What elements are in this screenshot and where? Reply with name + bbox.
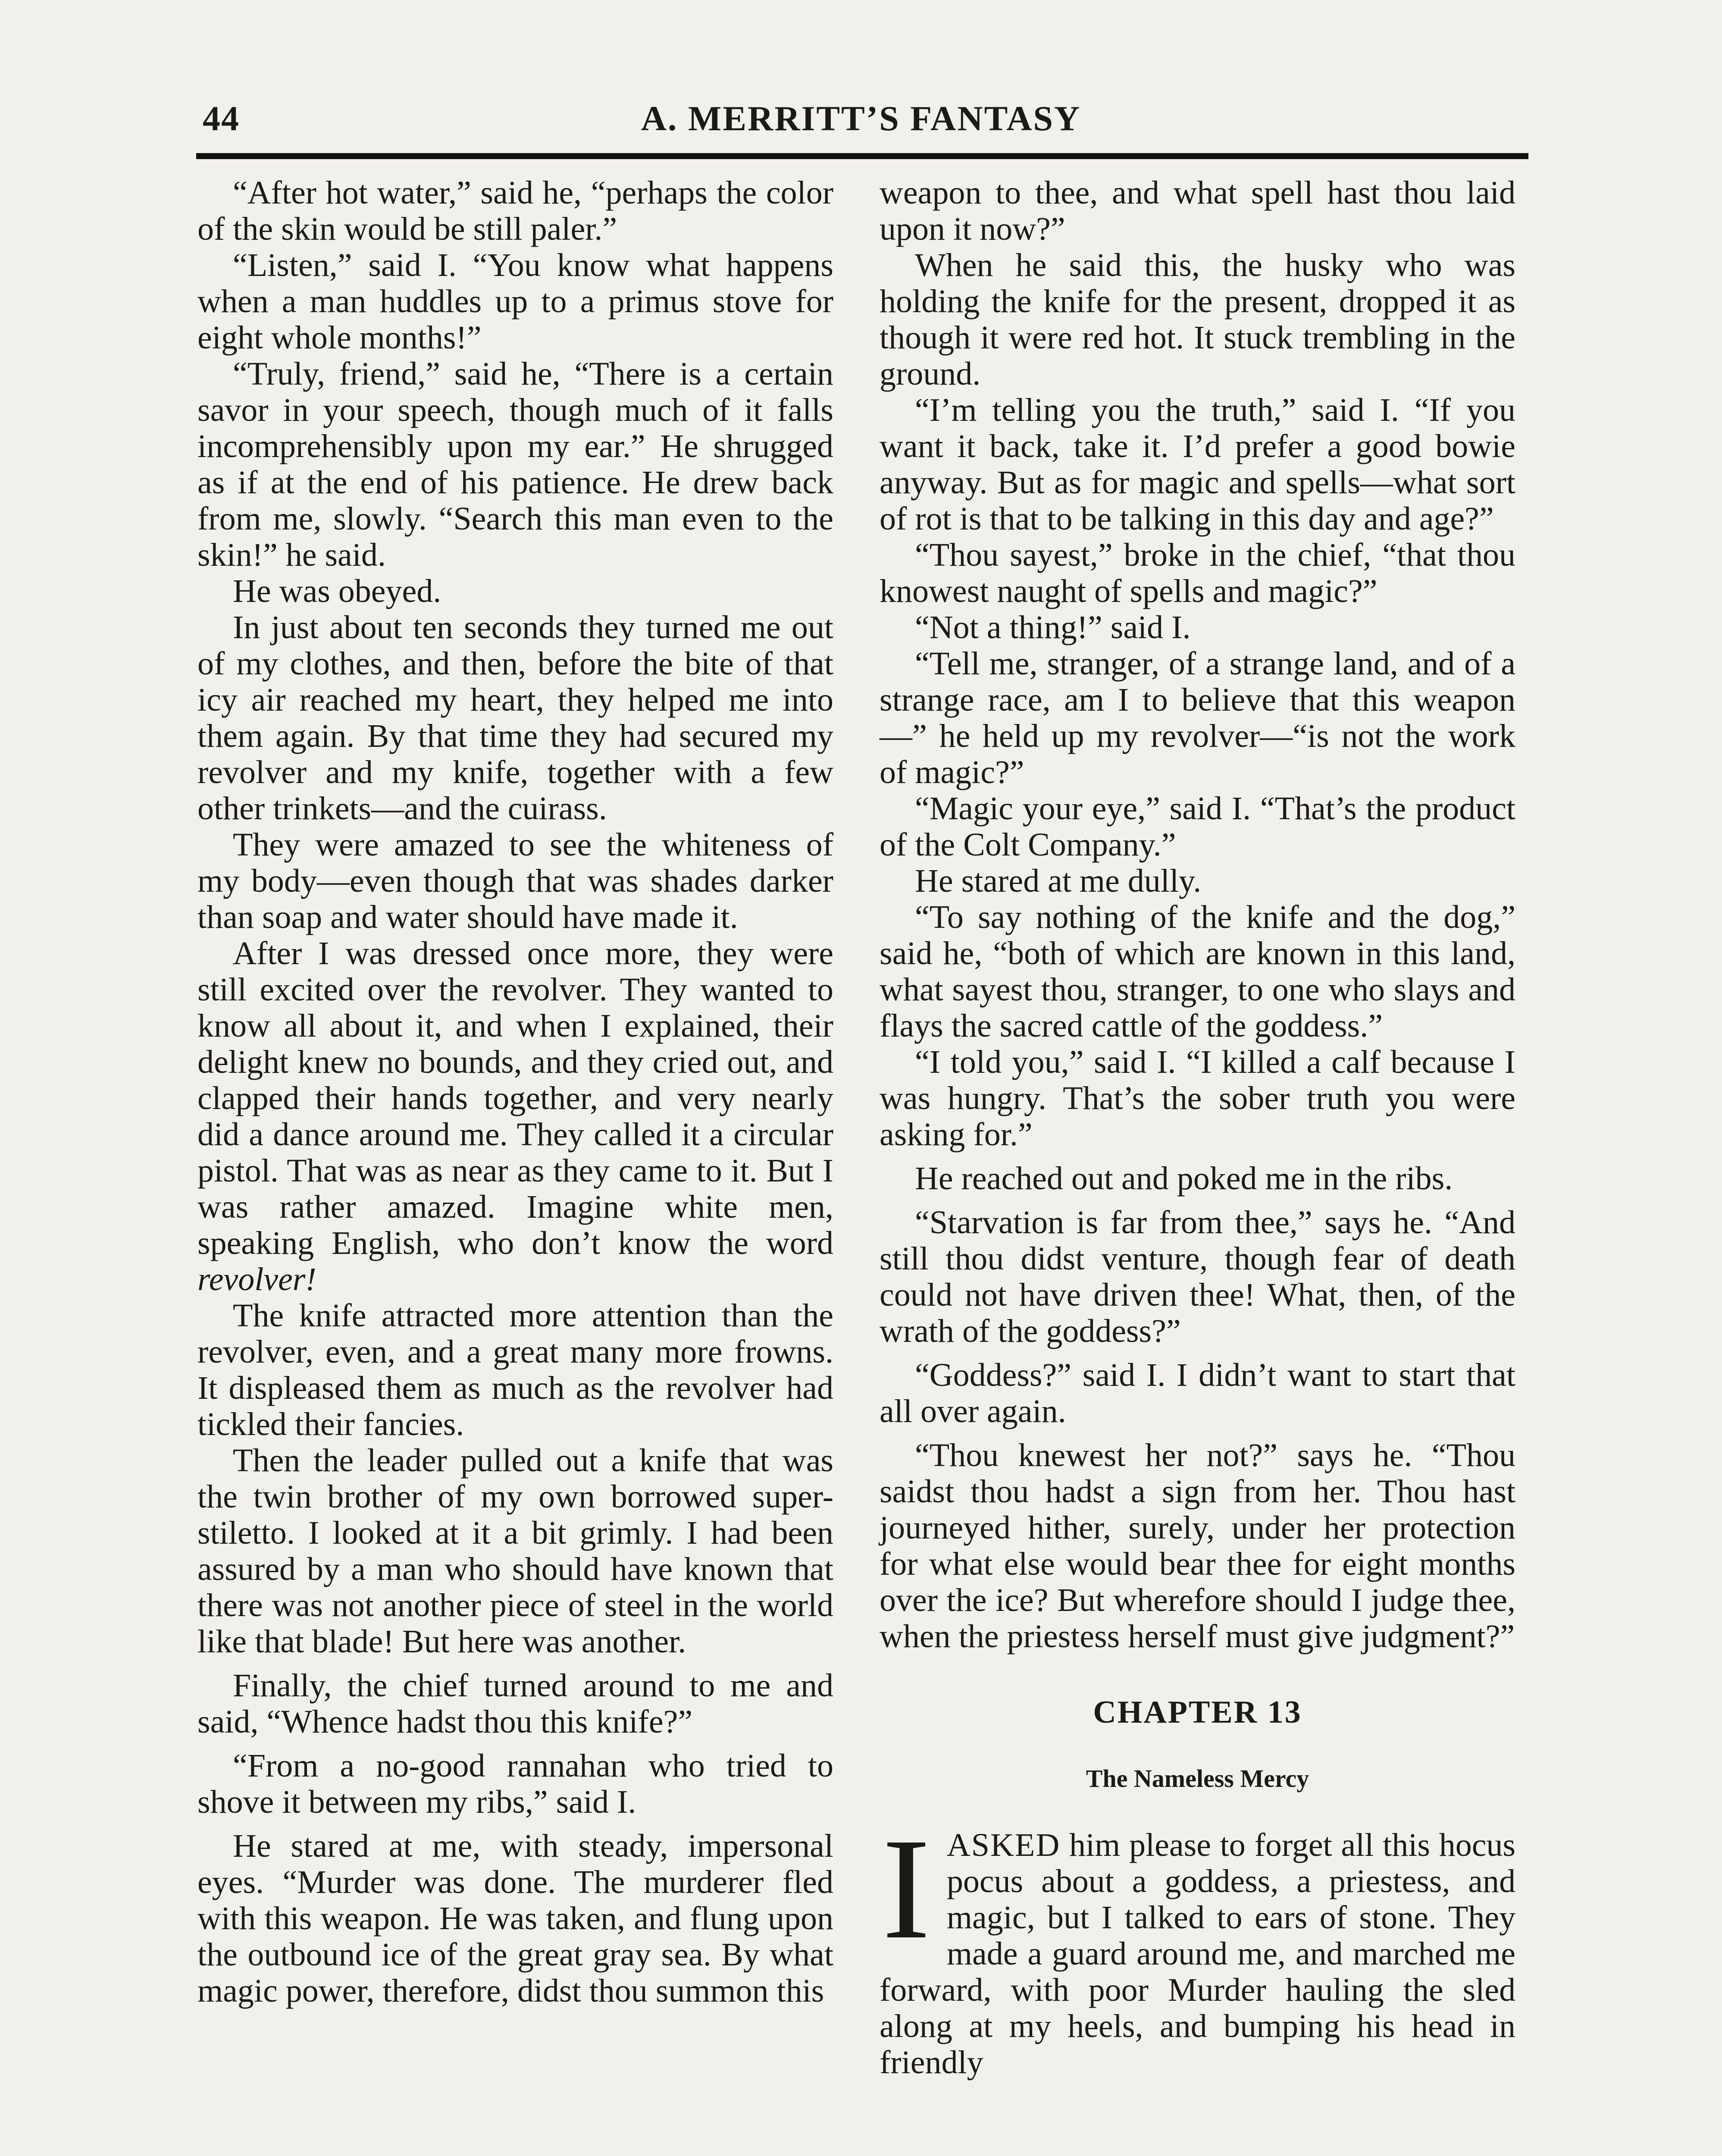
paragraph: “Thou sayest,” broke in the chief, “that thou knowest naught of spells and magic?”	[880, 537, 1515, 609]
chapter-subtitle: The Nameless Mercy	[1086, 1764, 1309, 1792]
chapter-title: CHAPTER 13	[1093, 1695, 1302, 1730]
opening-text: him please to forget all this hocus pocus about a goddess, a priestess, and magic, but I talked to ears of stone. They made a guard around me, and marched me forward, with poor Murder hauling the sled along at my heels, and bumping his head in friendly	[880, 1827, 1515, 2081]
paragraph: In just about ten seconds they turned me out of my clothes, and then, before the bite of that icy air reached my heart, they helped me into them again. By that time they had secured my revolver and my knife, together with a few other trinkets—and the cuirass.	[197, 609, 833, 827]
paragraph: The knife attracted more attention than the revolver, even, and a great many more frowns. It displeased them as much as the revolver had tickled their fancies.	[197, 1297, 833, 1442]
paragraph: “I told you,” said I. “I killed a calf because I was hungry. That’s the sober truth you were asking for.”	[880, 1044, 1515, 1153]
paragraph: He was obeyed.	[233, 573, 441, 609]
paragraph: “To say nothing of the knife and the dog,” said he, “both of which are known in this land, what sayest thou, stranger, to one who slays and flays the sacred cattle of the goddess.”	[880, 899, 1515, 1044]
paragraph: Finally, the chief turned around to me and said, “Whence hadst thou this knife?”	[197, 1667, 833, 1740]
paragraph: “Goddess?” said I. I didn’t want to start that all over again.	[880, 1357, 1515, 1429]
paragraph: They were amazed to see the whiteness of my body—even though that was shades darker than soap and water should have made it.	[197, 827, 833, 935]
page-number: 44	[203, 99, 240, 138]
chapter-opening-paragraph	[880, 1808, 1515, 2081]
paragraph: He stared at me dully.	[915, 863, 1202, 899]
paragraph: “From a no-good rannahan who tried to shove it between my ribs,” said I.	[197, 1748, 833, 1820]
drop-cap: I	[882, 1808, 930, 1969]
paragraph: When he said this, the husky who was holding the knife for the present, dropped it as though it were red hot. It stuck trembling in the ground.	[880, 247, 1515, 392]
running-title: A. MERRITT’S FANTASY	[641, 99, 1081, 138]
right-column	[880, 175, 1515, 2081]
paragraph: “Thou knewest her not?” says he. “Thou saidst thou hadst a sign from her. Thou hast journeyed hither, surely, under her protection for what else would bear thee for eight months over the ice? But wherefore should I judge thee, when the priestess herself must give judgment?”	[880, 1437, 1515, 1655]
paragraph: Then the leader pulled out a knife that was the twin brother of my own borrowed super-stiletto. I looked at it a bit grimly. I had been assured by a man who should have known that there was not another piece of steel in the world like that blade! But here was another.	[197, 1442, 833, 1660]
paragraph: “After hot water,” said he, “perhaps the color of the skin would be still paler.”	[197, 175, 833, 247]
paragraph: “Tell me, stranger, of a strange land, and of a strange race, am I to believe that this weapon—” he held up my revolver—“is not the work of magic?”	[880, 646, 1515, 790]
paragraph: “I’m telling you the truth,” said I. “If you want it back, take it. I’d prefer a good bowie anyway. But as for magic and spells—what sort of rot is that to be talking in this day and age?”	[880, 392, 1515, 537]
paragraph: “Magic your eye,” said I. “That’s the product of the Colt Company.”	[880, 790, 1515, 863]
paragraph: “Truly, friend,” said he, “There is a certain savor in your speech, though much of it falls incomprehensibly upon my ear.” He shrugged as if at the end of his patience. He drew back from me, slowly. “Search this man even to the skin!” he said.	[197, 356, 833, 573]
header-rule	[196, 153, 1528, 159]
paragraph-text: After I was dressed once more, they were still excited over the revolver. They wanted to know all about it, and when I explained, their delight knew no bounds, and they cried out, and clapped their hands together, and very nearly did a dance around me. They called it a circular pistol. That was as near as they came to it. But I was rather amazed. Imagine white men, speaking English, who don’t know the word	[197, 935, 833, 1261]
paragraph: “Starvation is far from thee,” says he. “And still thou didst venture, though fear of death could not have driven thee! What, then, of the wrath of the goddess?”	[880, 1204, 1515, 1349]
paragraph: He stared at me, with steady, impersonal eyes. “Murder was done. The murderer fled with this weapon. He was taken, and flung upon the outbound ice of the great gray sea. By what magic power, therefore, didst thou summon this	[197, 1828, 833, 2009]
paragraph: He reached out and poked me in the ribs.	[915, 1160, 1453, 1197]
left-column	[197, 175, 833, 2009]
paragraph: “Listen,” said I. “You know what happens when a man huddles up to a primus stove for eight whole months!”	[197, 247, 833, 356]
italic-word: revolver!	[197, 1261, 316, 1297]
paragraph: weapon to thee, and what spell hast thou laid upon it now?”	[880, 175, 1515, 247]
paragraph	[197, 935, 833, 1297]
opening-caps: ASKED	[946, 1827, 1061, 1863]
paragraph: “Not a thing!” said I.	[915, 609, 1191, 646]
